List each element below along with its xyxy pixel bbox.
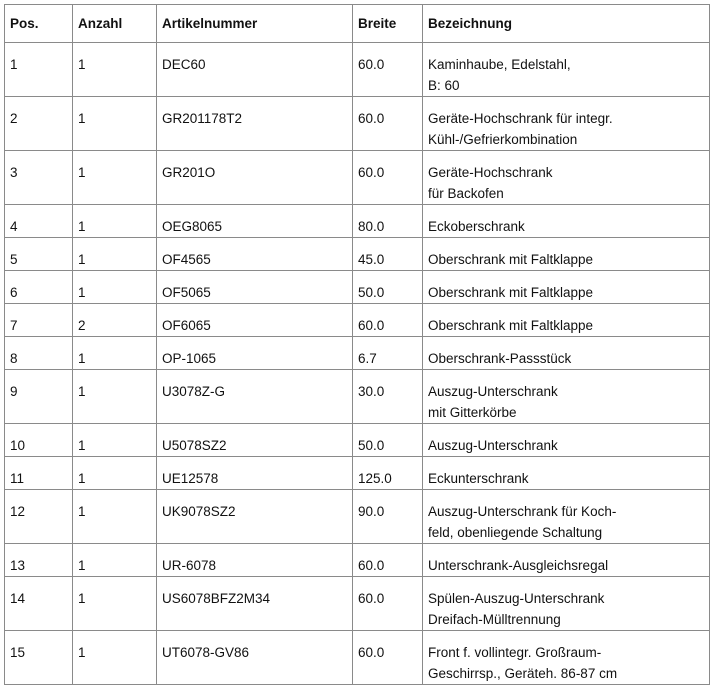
cell-bezeichnung [423,205,710,238]
cell-breite: 60.0 [353,97,423,151]
bezeichnung-line-2: für Backofen [428,186,504,201]
bezeichnung-line-1: Oberschrank mit Faltklappe [428,252,594,267]
cell-bezeichnung [423,631,710,685]
cell-bezeichnung [423,304,710,337]
cell-artikelnummer: OF5065 [157,271,353,304]
header-row [5,5,710,43]
bezeichnung-line-2: feld, obenliegende Schaltung [428,525,603,540]
cell-bezeichnung [423,151,710,205]
cell-breite: 50.0 [353,271,423,304]
header-pos: Pos. [5,5,73,43]
cell-bezeichnung [423,544,710,577]
bezeichnung-line-1: Front f. vollintegr. Großraum- [428,645,602,660]
bezeichnung-line-1: Auszug-Unterschrank [428,384,558,399]
bezeichnung-line-1: Kaminhaube, Edelstahl, [428,57,571,72]
cell-anzahl: 1 [73,337,157,370]
table-row [5,370,710,424]
cell-pos: 11 [5,457,73,490]
cell-anzahl: 1 [73,544,157,577]
cell-anzahl: 1 [73,151,157,205]
cell-breite: 60.0 [353,544,423,577]
cell-artikelnummer: GR201O [157,151,353,205]
parts-table [4,4,710,685]
cell-pos: 5 [5,238,73,271]
bezeichnung-line-1: Eckoberschrank [428,219,525,234]
cell-artikelnummer: U5078SZ2 [157,424,353,457]
cell-breite: 125.0 [353,457,423,490]
cell-artikelnummer: UE12578 [157,457,353,490]
table-row [5,304,710,337]
cell-pos: 8 [5,337,73,370]
cell-pos: 1 [5,43,73,97]
cell-breite: 60.0 [353,577,423,631]
cell-pos: 13 [5,544,73,577]
cell-anzahl: 1 [73,271,157,304]
bezeichnung-line-2: Kühl-/Gefrierkombination [428,132,578,147]
table-row [5,238,710,271]
bezeichnung-line-1: Oberschrank-Passstück [428,351,572,366]
bezeichnung-line-2: mit Gitterkörbe [428,405,517,420]
cell-artikelnummer: OF6065 [157,304,353,337]
cell-breite: 60.0 [353,151,423,205]
header-bezeichnung: Bezeichnung [423,5,710,43]
cell-artikelnummer: US6078BFZ2M34 [157,577,353,631]
bezeichnung-line-1: Spülen-Auszug-Unterschrank [428,591,605,606]
table-row [5,424,710,457]
cell-anzahl: 1 [73,631,157,685]
cell-pos: 14 [5,577,73,631]
cell-breite: 50.0 [353,424,423,457]
cell-pos: 12 [5,490,73,544]
cell-anzahl: 1 [73,490,157,544]
cell-bezeichnung [423,97,710,151]
table-row [5,631,710,685]
table-row [5,457,710,490]
cell-pos: 6 [5,271,73,304]
header-breite: Breite [353,5,423,43]
cell-bezeichnung [423,424,710,457]
cell-anzahl: 1 [73,205,157,238]
cell-bezeichnung [423,370,710,424]
cell-bezeichnung [423,577,710,631]
cell-pos: 10 [5,424,73,457]
bezeichnung-line-1: Oberschrank mit Faltklappe [428,285,594,300]
cell-breite: 90.0 [353,490,423,544]
cell-pos: 3 [5,151,73,205]
cell-anzahl: 1 [73,43,157,97]
cell-artikelnummer: DEC60 [157,43,353,97]
cell-pos: 9 [5,370,73,424]
cell-anzahl: 1 [73,97,157,151]
bezeichnung-line-1: Oberschrank mit Faltklappe [428,318,594,333]
cell-breite: 6.7 [353,337,423,370]
cell-breite: 45.0 [353,238,423,271]
table-row [5,337,710,370]
table-body [5,43,710,685]
table-row [5,271,710,304]
cell-breite: 60.0 [353,43,423,97]
table-row [5,43,710,97]
table-row [5,151,710,205]
cell-breite: 30.0 [353,370,423,424]
cell-artikelnummer: U3078Z-G [157,370,353,424]
cell-artikelnummer: OF4565 [157,238,353,271]
cell-bezeichnung [423,490,710,544]
cell-pos: 15 [5,631,73,685]
cell-bezeichnung [423,457,710,490]
cell-artikelnummer: GR201178T2 [157,97,353,151]
cell-artikelnummer: UT6078-GV86 [157,631,353,685]
bezeichnung-line-1: Geräte-Hochschrank [428,165,553,180]
bezeichnung-line-1: Unterschrank-Ausgleichsregal [428,558,609,573]
bezeichnung-line-2: Geschirrsp., Geräteh. 86-87 cm [428,666,618,681]
cell-bezeichnung [423,238,710,271]
table-row [5,544,710,577]
cell-artikelnummer: OEG8065 [157,205,353,238]
table-row [5,97,710,151]
header-anzahl: Anzahl [73,5,157,43]
cell-anzahl: 1 [73,370,157,424]
cell-bezeichnung [423,271,710,304]
cell-pos: 7 [5,304,73,337]
bezeichnung-line-2: Dreifach-Mülltrennung [428,612,561,627]
cell-pos: 2 [5,97,73,151]
cell-artikelnummer: UR-6078 [157,544,353,577]
cell-breite: 80.0 [353,205,423,238]
table-row [5,205,710,238]
bezeichnung-line-1: Eckunterschrank [428,471,529,486]
bezeichnung-line-1: Auszug-Unterschrank [428,438,558,453]
cell-artikelnummer: UK9078SZ2 [157,490,353,544]
table-row [5,577,710,631]
bezeichnung-line-2: B: 60 [428,78,460,93]
cell-bezeichnung [423,43,710,97]
table-row [5,490,710,544]
cell-breite: 60.0 [353,631,423,685]
cell-bezeichnung [423,337,710,370]
bezeichnung-line-1: Auszug-Unterschrank für Koch- [428,504,617,519]
cell-anzahl: 2 [73,304,157,337]
cell-anzahl: 1 [73,238,157,271]
header-artikelnummer: Artikelnummer [157,5,353,43]
cell-breite: 60.0 [353,304,423,337]
cell-anzahl: 1 [73,457,157,490]
cell-pos: 4 [5,205,73,238]
cell-anzahl: 1 [73,424,157,457]
cell-artikelnummer: OP-1065 [157,337,353,370]
bezeichnung-line-1: Geräte-Hochschrank für integr. [428,111,613,126]
cell-anzahl: 1 [73,577,157,631]
